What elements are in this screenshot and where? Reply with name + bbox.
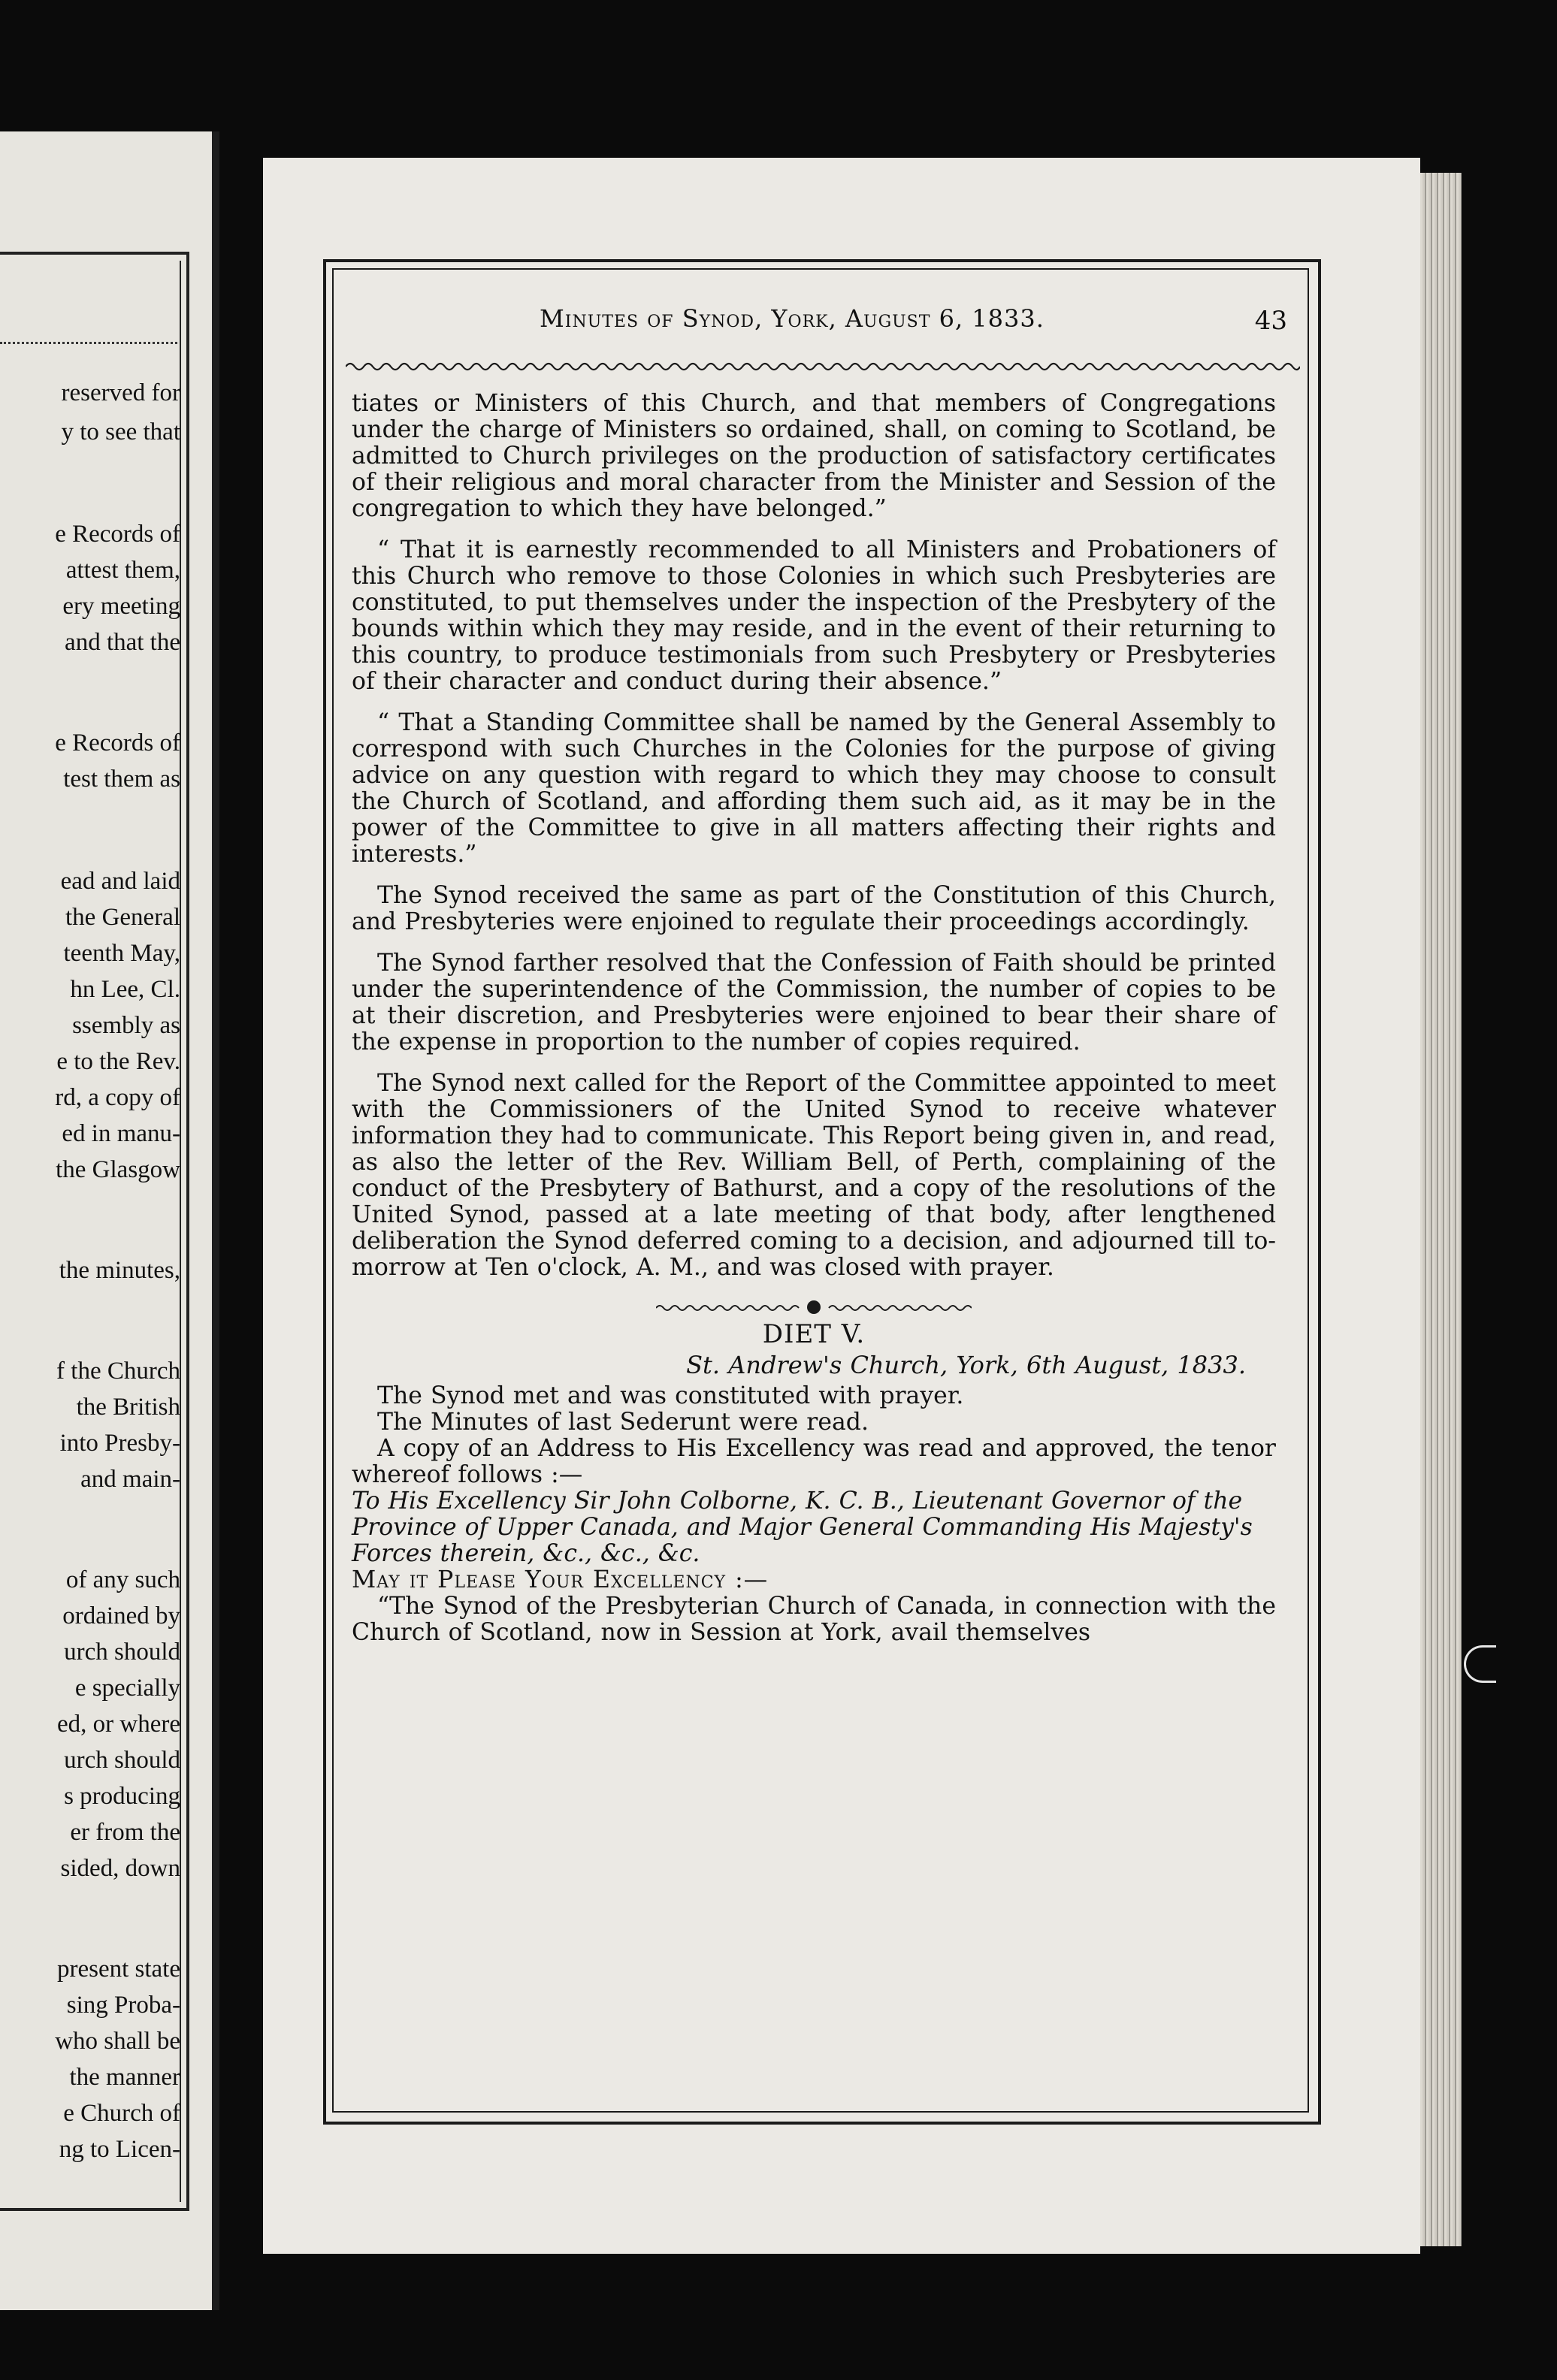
previous-page-line: e specially xyxy=(74,1675,180,1702)
previous-page-line: present state xyxy=(56,1956,180,1983)
previous-page-line: hn Lee, Cl. xyxy=(70,976,180,1003)
previous-page-line: urch should xyxy=(64,1747,180,1774)
previous-page-line: ordained by xyxy=(62,1602,180,1629)
paragraph-recommendation: “ That it is earnestly recommended to all Ministers and Probationers of this Church who remove to those Colonies in which such Presbyteries are constituted, to put themselves under the inspection of the Presbytery of the bounds within which they may reside, and in the event of their returning to this country, to produce testimonials from such Presbytery or Presbyteries of their character and conduct during their absence.” xyxy=(352,536,1276,695)
previous-page-line: ery meeting xyxy=(62,593,180,620)
paragraph-continuation: tiates or Ministers of this Church, and that members of Congregations under the charge of Ministers so ordained, shall, on coming to Scotland, be admitted to Church privileges on the production of satisfactory certificates of their religious and moral character from the Minister and Session of the congregation to which they have belonged.” xyxy=(352,390,1276,522)
previous-page-line: the British xyxy=(76,1394,180,1421)
previous-page-line: test them as xyxy=(63,766,180,793)
address-recipient: To His Excellency Sir John Colborne, K. C. B., Lieutenant Governor of the Province of Upper Canada, and Major General Commanding His Majesty's Forces therein, &c., &c., &c. xyxy=(352,1488,1253,1567)
section-ornament xyxy=(656,1297,972,1318)
previous-page-line: e Church of xyxy=(63,2100,180,2127)
previous-page-line: into Presby- xyxy=(59,1430,180,1457)
previous-page-line: urch should xyxy=(64,1639,180,1666)
paragraph-address-opening: “The Synod of the Presbyterian Church of Canada, in connection with the Church of Scotland, now in Session at York, avail themselves xyxy=(352,1593,1276,1646)
previous-page-line: s producing xyxy=(64,1783,180,1810)
previous-page-line: rd, a copy of xyxy=(55,1084,180,1111)
previous-page-line: and that the xyxy=(65,629,180,656)
previous-page-line: reserved for xyxy=(61,379,180,406)
previous-page-line: attest them, xyxy=(65,557,180,584)
paragraph-address-approved: A copy of an Address to His Excellency was read and approved, the tenor whereof follows :— xyxy=(352,1435,1276,1488)
previous-page-line: f the Church xyxy=(56,1358,180,1385)
running-head: Minutes of Synod, York, August 6, 1833. xyxy=(540,304,1045,333)
paragraph-constitution: The Synod received the same as part of the Constitution of this Church, and Presbyteries were enjoined to regulate their proceedings accordingly. xyxy=(352,882,1276,935)
previous-page-line: e to the Rev. xyxy=(56,1048,180,1075)
previous-page-line: ed in manu- xyxy=(62,1120,180,1147)
diet-heading: DIET V. xyxy=(762,1319,866,1349)
previous-page-line: er from the xyxy=(70,1819,180,1846)
previous-page-line: who shall be xyxy=(55,2028,180,2055)
previous-page-line: y to see that xyxy=(61,418,180,445)
previous-page xyxy=(0,131,219,2310)
previous-page-line: and main- xyxy=(80,1466,180,1493)
previous-page-line: the minutes, xyxy=(59,1257,180,1284)
previous-page-line: ead and laid xyxy=(60,868,180,895)
previous-page-line: the manner xyxy=(69,2064,180,2091)
previous-page-line: the Glasgow xyxy=(56,1156,180,1183)
page-edges xyxy=(1416,173,1462,2246)
previous-page-line: e Records of xyxy=(55,729,180,757)
salutation: May it Please Your Excellency :— xyxy=(352,1566,769,1593)
paragraph-standing-committee: “ That a Standing Committee shall be named by the General Assembly to correspond with such Churches in the Colonies for the purpose of giving advice on any question with regard to which they may choose to consult the Church of Scotland, and affording them such aid, as it may be in the power of the Committee to give in all matters affecting their rights and interests.” xyxy=(352,709,1276,868)
paragraph-minutes-read: The Minutes of last Sederunt were read. xyxy=(377,1409,869,1436)
previous-page-line: sing Proba- xyxy=(66,1992,180,2019)
previous-page-rule xyxy=(0,342,177,344)
header-wavy-rule xyxy=(346,359,1300,374)
page-header xyxy=(331,304,1300,349)
paragraph-constituted: The Synod met and was constituted with prayer. xyxy=(377,1382,964,1409)
scan-artifact xyxy=(1464,1645,1496,1683)
previous-page-line: teenth May, xyxy=(63,940,180,967)
previous-page-line: ng to Licen- xyxy=(59,2136,180,2163)
previous-page-line: ed, or where xyxy=(56,1711,180,1738)
previous-page-line: the General xyxy=(65,904,180,931)
diet-place-date: St. Andrew's Church, York, 6th August, 1833. xyxy=(686,1351,1246,1379)
paragraph-confession: The Synod farther resolved that the Confession of Faith should be printed under the superintendence of the Commission, the number of copies to be at their discretion, and Presbyteries were enjoined to bear their share of the expense in proportion to the number of copies required. xyxy=(352,950,1276,1056)
previous-page-line: of any such xyxy=(65,1566,180,1593)
paragraph-report: The Synod next called for the Report of the Committee appointed to meet with the Commissioners of the United Synod to receive whatever information they had to communicate. This Report being given in, and read, as also the letter of the Rev. William Bell, of Perth, complaining of the conduct of the Presbytery of Bathurst, and a copy of the resolutions of the United Synod, passed at a late meeting of that body, after lengthened deliberation the Synod deferred coming to a decision, and adjourned till to-morrow at Ten o'clock, A. M., and was closed with prayer. xyxy=(352,1070,1276,1281)
previous-page-line: e Records of xyxy=(55,521,180,548)
previous-page-line: sided, down xyxy=(60,1855,180,1882)
page-body xyxy=(352,391,1276,1646)
page-number: 43 xyxy=(1254,306,1287,336)
previous-page-line: ssembly as xyxy=(72,1012,180,1039)
